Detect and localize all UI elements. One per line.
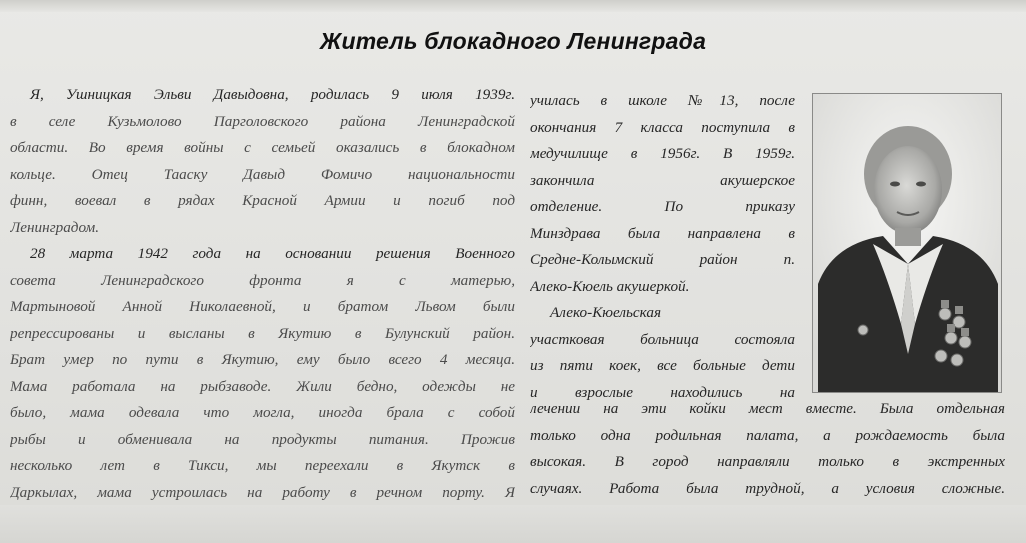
left-column: [10, 82, 515, 506]
text-line: лечении на эти койки мест вместе. Была отдельная: [530, 400, 1005, 417]
text-line: участковая больница состояла: [530, 330, 795, 348]
text-line: было, мама одевала что могла, иногда брала с собой: [10, 404, 515, 421]
right-column: [530, 88, 795, 406]
text-line: области. Во время войны с семьей оказались в блокадном: [10, 139, 515, 156]
text-line: училась в школе №13, после: [530, 92, 795, 109]
portrait-photo-icon: [813, 94, 1002, 393]
text-line: 28 марта 1942 года на основании решения Военного: [30, 245, 515, 262]
text-line: закончила акушерское: [530, 171, 795, 189]
text-line: совета Ленинградского фронта я с матерью,: [10, 271, 515, 289]
text-line: Мартыновой Анной Николаевной, и братом Львом были: [10, 298, 515, 315]
text-line: окончания 7 класса поступила в: [530, 118, 795, 136]
text-line: из пяти коек, все больные дети: [530, 357, 795, 374]
text-line: Ленинградом.: [10, 218, 99, 236]
text-line: финн, воевал в рядах Красной Армии и погиб под: [10, 192, 515, 209]
text-line: высокая. В город направляли только в экстренных: [530, 453, 1005, 470]
text-line: Алеко-Кюель акушеркой.: [530, 277, 690, 295]
text-line: в селе Кузьмолово Парголовского района Ленинградской: [10, 112, 515, 130]
text-line: кольце. Отец Тааску Давыд Фомичо национальности: [10, 165, 515, 183]
right-column-bottom: [530, 396, 1005, 502]
text-line: репрессированы и высланы в Якутию в Булунский район.: [10, 324, 515, 342]
text-line: Даркылах, мама устроилась на работу в речном порту. Я: [10, 483, 515, 501]
text-line: рыбы и обменивала на продукты питания. Прожив: [10, 430, 515, 448]
text-line: Я, Ушницкая Эльви Давыдовна, родилась 9 июля 1939г.: [30, 86, 515, 103]
text-line: и взрослые находились на: [530, 383, 795, 401]
text-line: только одна родильная палата, а рождаемость была: [530, 426, 1005, 444]
text-line: несколько лет в Тикси, мы переехали в Якутск в: [10, 457, 515, 474]
text-line: Средне-Колымский район п.: [530, 251, 795, 268]
text-line: Мама работала на рыбзаводе. Жили бедно, одежды не: [10, 377, 515, 395]
portrait-photo: [812, 93, 1002, 393]
page-title: Житель блокадного Ленинграда: [319, 28, 707, 54]
text-line: отделение. По приказу: [530, 198, 795, 215]
text-line: медучилище в 1956г. В 1959г.: [530, 145, 795, 162]
text-line: Минздрава была направлена в: [530, 224, 795, 242]
page-bottom-edge: [0, 505, 1026, 543]
text-line: Брат умер по пути в Якутию, ему было всего 4 месяца.: [10, 351, 515, 368]
text-line: Алеко-Кюельская: [550, 304, 662, 321]
text-line: случаях. Работа была трудной, а условия сложные.: [530, 479, 1005, 497]
page-top-edge: [0, 0, 1026, 12]
